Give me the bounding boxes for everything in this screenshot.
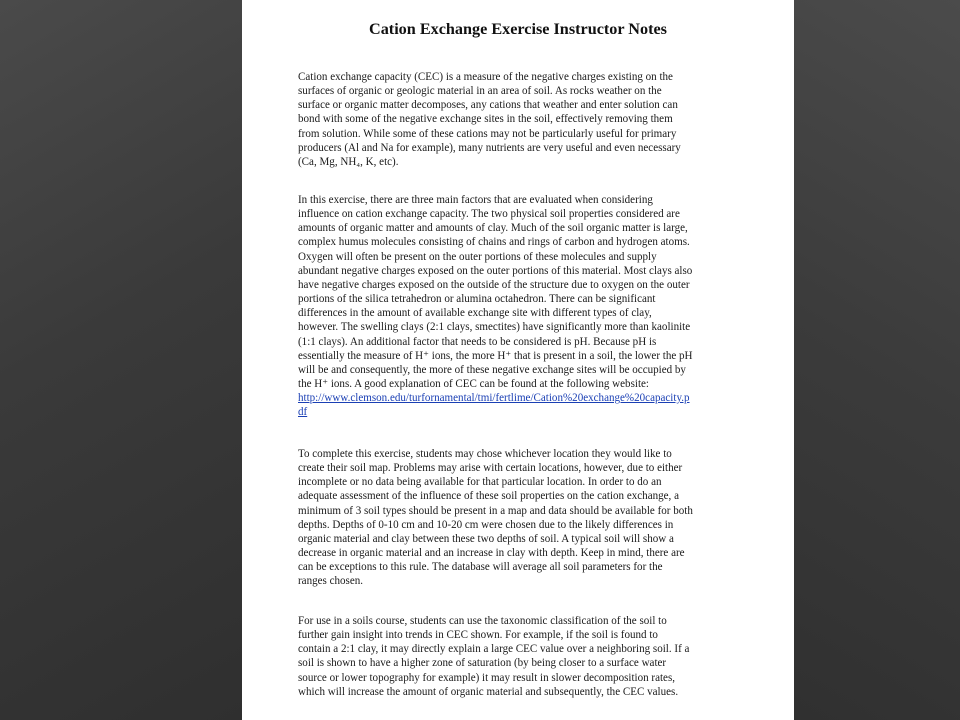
text-line: however. The swelling clays (2:1 clays, smectites) have significantly more than kaolinite <box>298 321 691 334</box>
text-line: ranges chosen. <box>298 575 364 588</box>
text-line: contain a 2:1 clay, it may directly explain a large CEC value over a neighboring soil. If a <box>298 643 690 656</box>
paragraph-cec-definition <box>298 70 772 169</box>
text-line: surface or organic matter decomposes, any cations that weather and enter solution can <box>298 99 678 112</box>
text-line: bond with some of the negative exchange sites in the soil, effectively removing them <box>298 113 673 126</box>
text-line: For use in a soils course, students can use the taxonomic classification of the soil to <box>298 615 667 627</box>
document-page <box>242 0 794 720</box>
text-line: which will increase the amount of organic material and subsequently, the CEC values. <box>298 685 679 698</box>
cec-reference-link-continued[interactable]: df <box>298 406 308 419</box>
text-line: influence on cation exchange capacity. The two physical soil properties considered are <box>298 208 680 221</box>
text-line: will be and consequently, the more of these negative exchange sites will be occupied by <box>298 363 686 376</box>
text-line: incomplete or no data being available for that particular location. In order to do an <box>298 476 662 489</box>
text-line: from solution. While some of these cations may not be particularly useful for primary <box>298 127 677 140</box>
text-line: essentially the measure of H⁺ ions, the more H⁺ that is present in a soil, the lower the pH <box>298 349 693 362</box>
text-line: amounts of organic matter and amounts of clay. Much of the soil organic matter is large, <box>298 222 688 235</box>
text-line: organic material and clay between these two depths of soil. A typical soil will show a <box>298 532 674 545</box>
text-line: the H⁺ ions. A good explanation of CEC can be found at the following website: <box>298 378 649 391</box>
text-line: have negative charges exposed on the outside of the structure due to oxygen on the outer <box>298 278 690 291</box>
text-line: differences in the amount of available exchange site with different types of clay, <box>298 307 652 320</box>
text-line: Oxygen will often be present on the outer portions of these molecules and supply <box>298 250 657 263</box>
text-line: minimum of 3 soil types should be present in a map and data should be available for both <box>298 504 693 517</box>
text-line: create their soil map. Problems may arise with certain locations, however, due to either <box>298 462 683 475</box>
text-line: Cation exchange capacity (CEC) is a measure of the negative charges existing on the <box>298 71 673 83</box>
text-line: producers (Al and Na for example), many nutrients are very useful and even necessary <box>298 141 681 154</box>
text-line: decrease in organic material and an increase in clay with depth. Keep in mind, there are <box>298 547 685 560</box>
paragraph-completing-exercise <box>298 447 772 589</box>
text-line: surfaces of organic or geologic material in an area of soil. As rocks weather on the <box>298 85 662 98</box>
text-line: depths. Depths of 0-10 cm and 10-20 cm were chosen due to the likely differences in <box>298 518 674 531</box>
text-line: complex humus molecules consisting of chains and rings of carbon and hydrogen atoms. <box>298 236 690 249</box>
text-line: (Ca, Mg, NH₄, K, etc). <box>298 155 399 168</box>
document-title: Cation Exchange Exercise Instructor Notes <box>369 20 667 38</box>
background-left-panel <box>0 0 242 720</box>
text-line: soil is shown to have a higher zone of saturation (by being closer to a surface water <box>298 657 667 670</box>
paragraph-soils-course <box>298 614 772 699</box>
text-line: (1:1 clays). An additional factor that needs to be considered is pH. Because pH is <box>298 335 657 348</box>
background-right-panel <box>794 0 960 720</box>
text-line: can be exceptions to this rule. The database will average all soil parameters for the <box>298 561 663 574</box>
text-line: portions of the silica tetrahedron or alumina octahedron. There can be significant <box>298 293 656 306</box>
text-line: To complete this exercise, students may chose whichever location they would like to <box>298 448 672 460</box>
cec-reference-link[interactable]: http://www.clemson.edu/turfornamental/tmi/fertlime/Cation%20exchange%20capacity.p <box>298 392 690 405</box>
paragraph-main-factors <box>298 193 772 420</box>
text-line: further gain insight into trends in CEC shown. For example, if the soil is found to <box>298 629 658 642</box>
text-line: abundant negative charges exposed on the outer portions of this material. Most clays also <box>298 264 693 277</box>
text-line: source or lower topography for example) it may result in slower decomposition rates, <box>298 671 676 684</box>
text-line: adequate assessment of the influence of these soil properties on the cation exchange, a <box>298 490 679 503</box>
text-line: In this exercise, there are three main factors that are evaluated when considering <box>298 194 653 206</box>
